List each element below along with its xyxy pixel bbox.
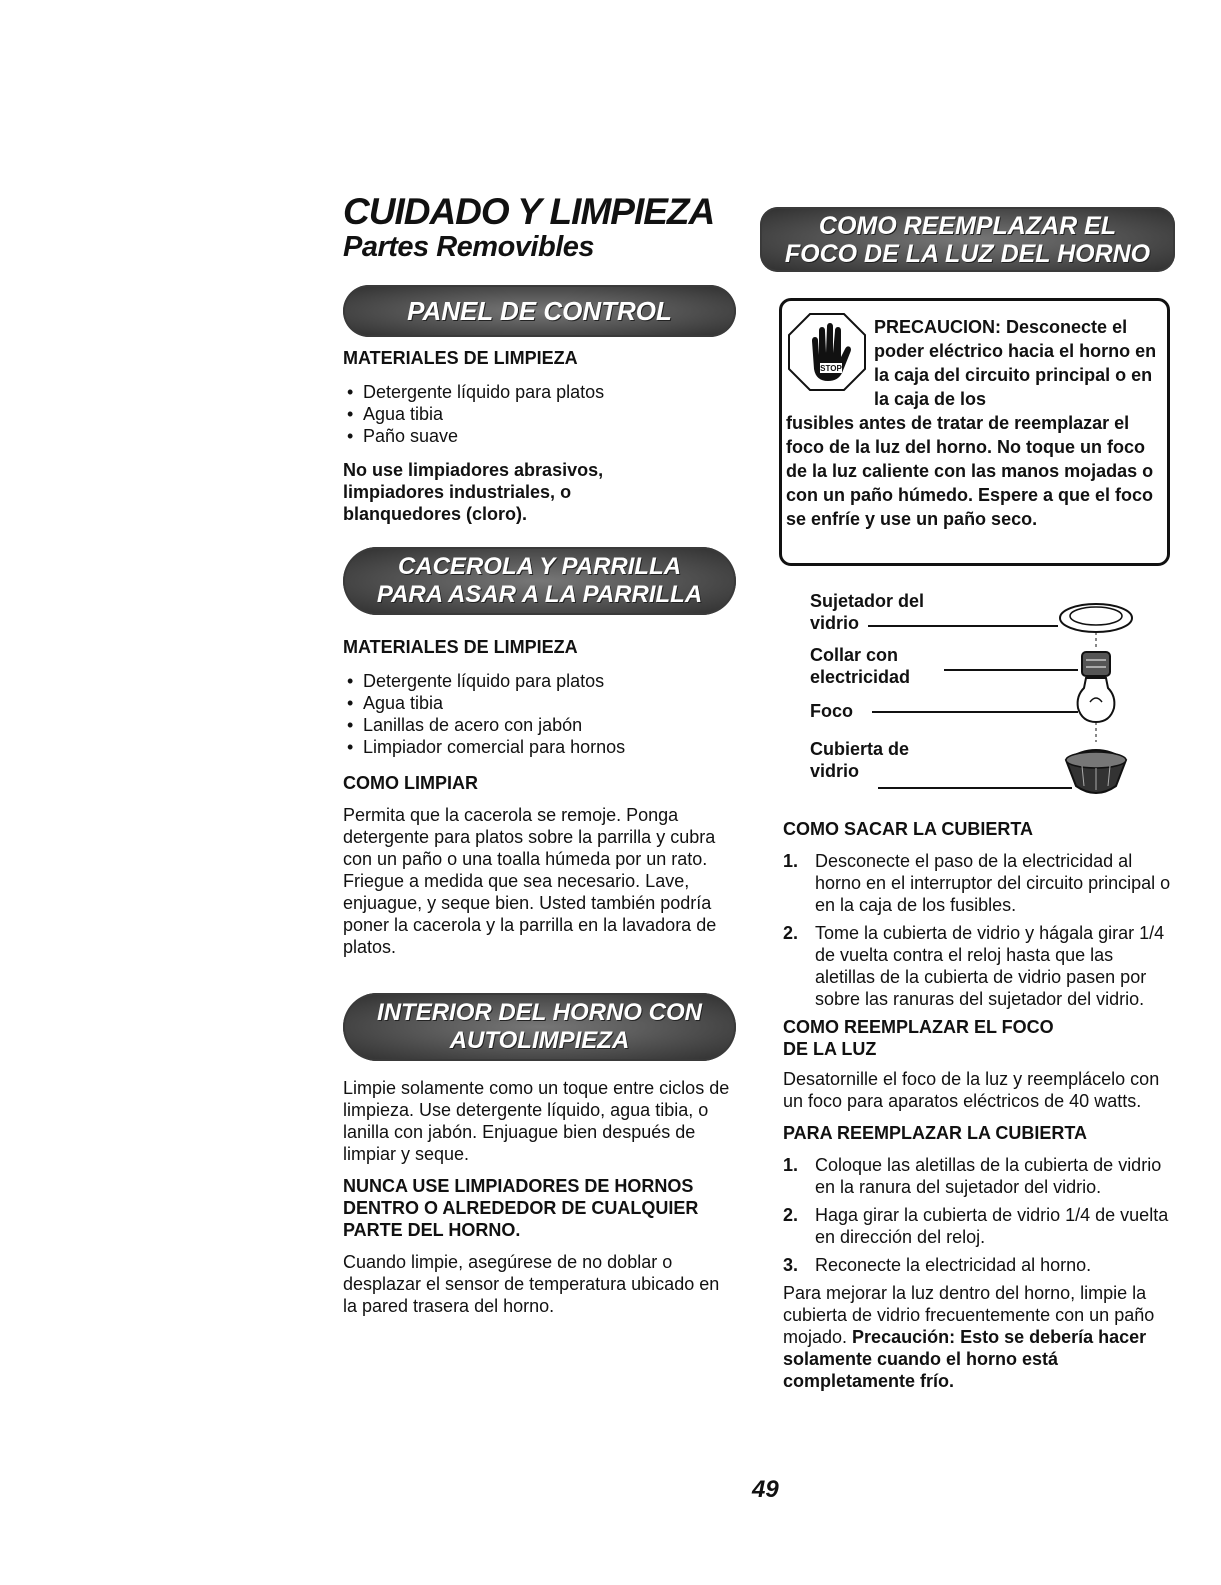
list-item: [783, 922, 1178, 1010]
step-number: 3.: [783, 1255, 799, 1275]
glass-holder-icon: [1060, 604, 1132, 650]
section-remove-cover: [783, 818, 1178, 1392]
banner-panel-de-control-text: PANEL DE CONTROL: [407, 295, 672, 326]
bulb-icon: [1078, 678, 1115, 742]
banner-line: PARA ASAR A LA PARRILLA: [376, 581, 703, 608]
stop-hand-icon: [786, 311, 868, 393]
materials-heading: MATERIALES DE LIMPIEZA: [343, 348, 578, 368]
banner-line: COMO REEMPLAZAR EL: [818, 211, 1117, 240]
banner-line: INTERIOR DEL HORNO CON: [377, 999, 702, 1026]
caution-text-first: [874, 315, 1164, 411]
light-bulb-diagram: [810, 590, 1170, 805]
list-item: • Detergente líquido para platos: [343, 670, 738, 692]
replace-bulb-heading: COMO REEMPLAZAR EL FOCO DE LA LUZ: [783, 1017, 1054, 1059]
caution-text-top: Desconecte el poder eléctrico hacia el horno en la caja del circuito principal o en la caja de los: [874, 317, 1157, 409]
banner-cacerola-parrilla: [343, 547, 736, 615]
oven-text: Limpie solamente como un toque entre ciclos de limpieza. Use detergente líquido, agua tibia, o lanilla con jabón. Enjuague bien después de limpiar y seque.: [343, 1078, 730, 1164]
socket-collar-icon: [1082, 652, 1110, 676]
how-heading: COMO LIMPIAR: [343, 773, 478, 793]
banner-line: CACEROLA Y PARRILLA: [397, 553, 682, 580]
replace-cover-steps: [783, 1154, 1178, 1276]
banner-reemplazar-foco: [760, 207, 1175, 272]
oven-note: Cuando limpie, asegúrese de no doblar o desplazar el sensor de temperatura ubicado en la pared trasera del horno.: [343, 1252, 720, 1316]
how-text: Permita que la cacerola se remoje. Ponga detergente para platos sobre la parrilla y cubra con un paño o una toalla húmeda por un rato. Friegue a medida que sea necesario. Lave, enjuague, y seque bien. Usted también podría poner la cacerola y la parrilla en la lavadora de platos.: [343, 805, 717, 957]
label-glass-holder: Sujetador del vidrio: [810, 591, 925, 633]
remove-steps: [783, 850, 1178, 1010]
step-number: 2.: [783, 1205, 799, 1225]
caution-label: PRECAUCION:: [874, 317, 1002, 337]
list-item: [783, 1204, 1178, 1248]
step-text: Tome la cubierta de vidrio y hágala girar 1/4 de vuelta contra el reloj hasta que las aletillas de la cubierta de vidrio pasen por sobre las ranuras del sujetador del vidrio.: [815, 923, 1165, 1009]
list-item: • Paño suave: [343, 425, 738, 447]
final-paragraph: [783, 1282, 1181, 1392]
banner-interior-horno: [343, 993, 736, 1061]
banner-line: AUTOLIMPIEZA: [449, 1027, 630, 1054]
step-number: 1.: [783, 851, 799, 871]
remove-heading: COMO SACAR LA CUBIERTA: [783, 819, 1033, 839]
caution-text-rest: fusibles antes de tratar de reemplazar el foco de la luz del horno. No toque un foco de la luz caliente con las manos mojadas o con un paño húmedo. Espere a que el foco se enfríe y use un paño seco.: [786, 413, 1154, 529]
step-text: Desconecte el paso de la electricidad al horno en el interruptor del circuito principal o en la caja de los fusibles.: [815, 851, 1171, 915]
step-text: Coloque las aletillas de la cubierta de vidrio en la ranura del sujetador del vidrio.: [815, 1155, 1162, 1197]
replace-cover-heading: PARA REEMPLAZAR LA CUBIERTA: [783, 1123, 1087, 1143]
banner-panel-de-control: [343, 285, 736, 337]
step-text: Haga girar la cubierta de vidrio 1/4 de vuelta en dirección del reloj.: [815, 1205, 1169, 1247]
section-oven: [343, 1077, 738, 1317]
section-broiler: [343, 636, 738, 958]
page-title: CUIDADO Y LIMPIEZA: [343, 191, 715, 232]
page-subtitle: Partes Removibles: [343, 231, 595, 263]
replace-bulb-text: Desatornille el foco de la luz y reemplácelo con un foco para aparatos eléctricos de 40 watts.: [783, 1069, 1160, 1111]
final-caution: Precaución: Esto se debería hacer solamente cuando el horno está completamente frío.: [783, 1327, 1147, 1391]
list-item: • Lanillas de acero con jabón: [343, 714, 738, 736]
list-item: [783, 1254, 1178, 1276]
final-text: Para mejorar la luz dentro del horno, limpie la cubierta de vidrio frecuentemente con un paño mojado.: [783, 1283, 1155, 1347]
list-item: • Detergente líquido para platos: [343, 381, 738, 403]
list-item: [783, 850, 1178, 916]
label-socket-collar: Collar con electricidad: [810, 645, 911, 687]
caution-box: [779, 298, 1170, 566]
oven-warning: NUNCA USE LIMPIADORES DE HORNOS DENTRO O ALREDEDOR DE CUALQUIER PARTE DEL HORNO.: [343, 1176, 699, 1240]
step-number: 2.: [783, 923, 799, 943]
label-glass-cover: Cubierta de vidrio: [810, 739, 910, 781]
materials-list: [343, 381, 738, 447]
list-item: • Agua tibia: [343, 692, 738, 714]
list-item: [783, 1154, 1178, 1198]
step-text: Reconecte la electricidad al horno.: [815, 1255, 1092, 1275]
materials-list: [343, 670, 738, 758]
diagram-graphic: [810, 590, 1170, 805]
svg-text:STOP: STOP: [820, 364, 842, 373]
list-item: • Limpiador comercial para hornos: [343, 736, 738, 758]
glass-cover-icon: [1066, 750, 1126, 793]
section-panel: [343, 347, 738, 525]
page-number: 49: [752, 1476, 779, 1503]
list-item: • Agua tibia: [343, 403, 738, 425]
panel-warning: No use limpiadores abrasivos, limpiadores industriales, o blanquedores (cloro).: [343, 460, 604, 524]
materials-heading: MATERIALES DE LIMPIEZA: [343, 637, 578, 657]
banner-line: FOCO DE LA LUZ DEL HORNO: [784, 239, 1151, 268]
label-bulb: Foco: [810, 701, 853, 721]
step-number: 1.: [783, 1155, 799, 1175]
